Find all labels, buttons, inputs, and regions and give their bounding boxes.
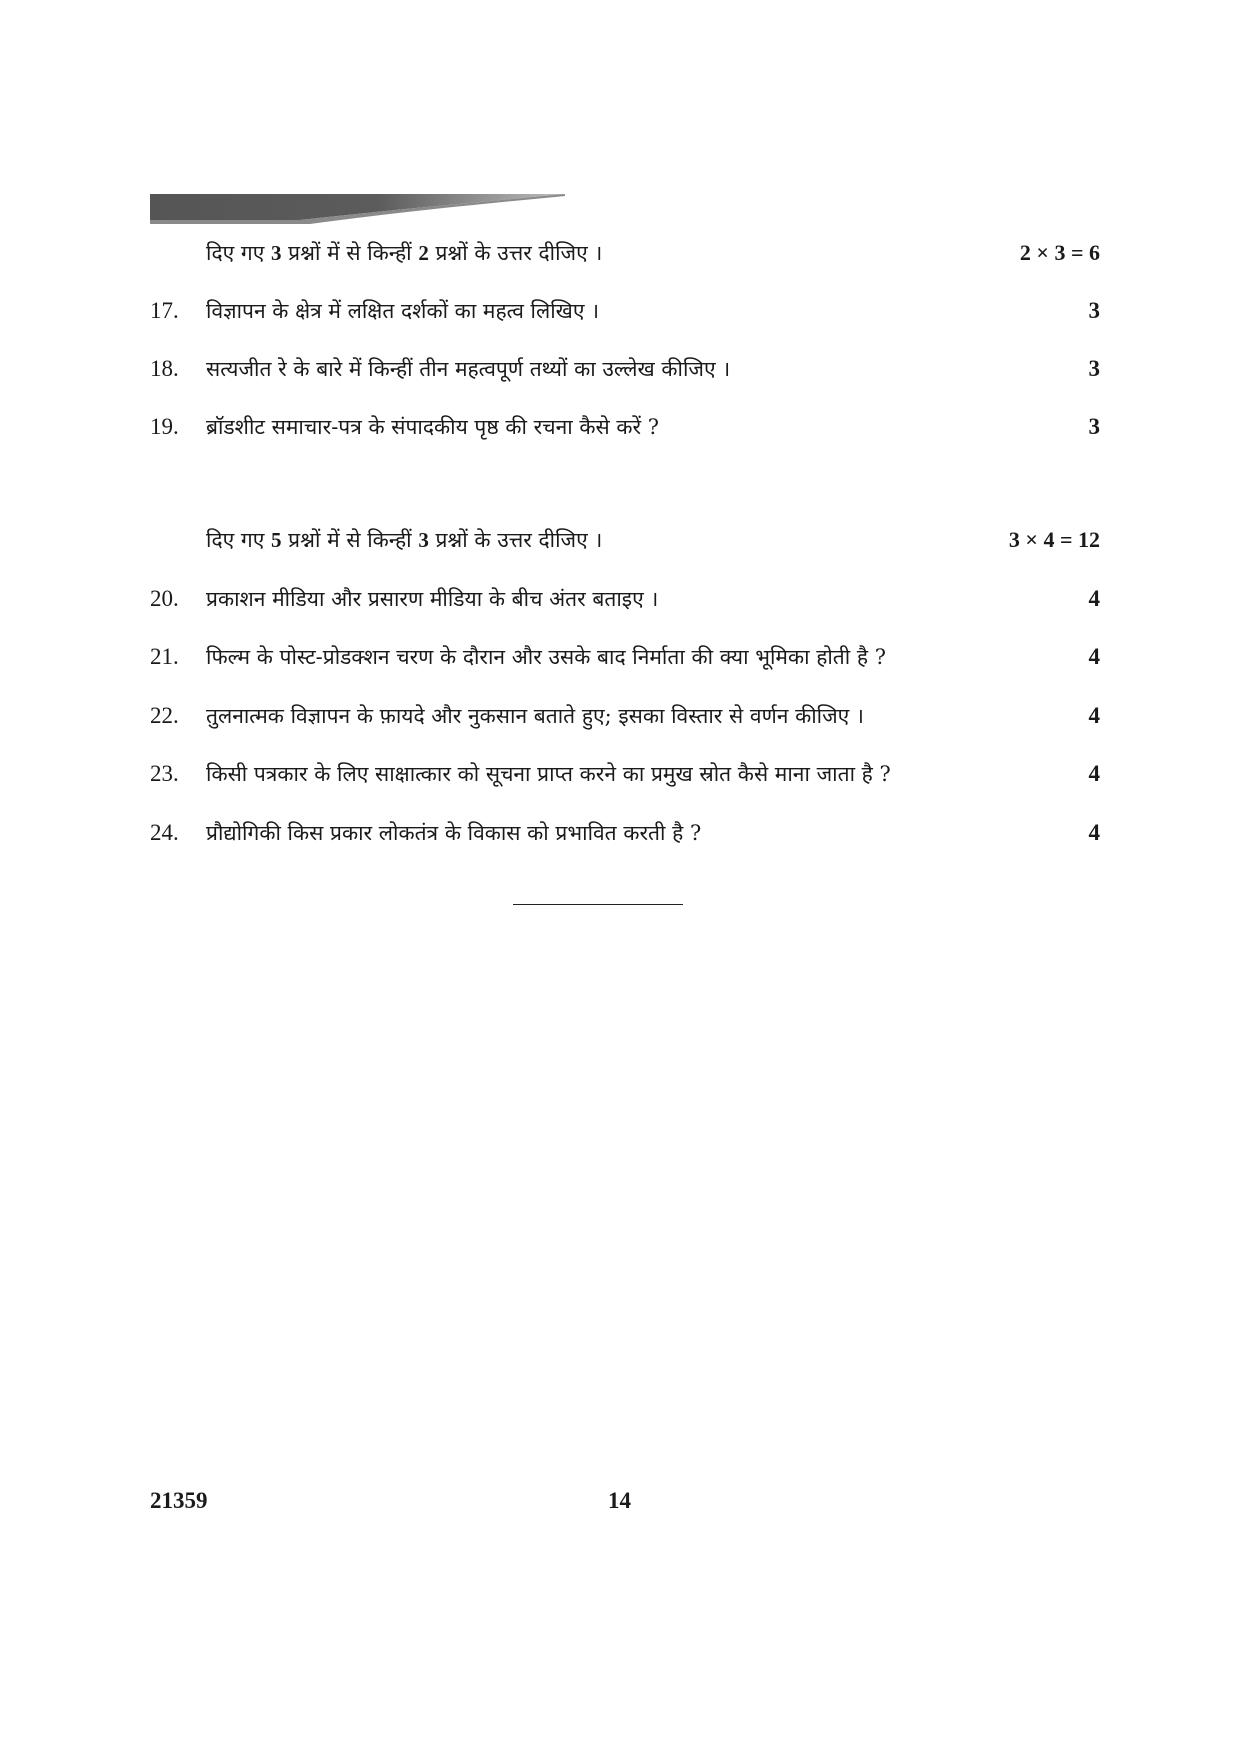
question-marks: 4 [1088, 586, 1100, 611]
question-text: सत्यजीत रे के बारे में किन्हीं तीन महत्वपूर्ण तथ्यों का उल्लेख कीजिए । [206, 357, 731, 381]
question-number: 19. [150, 414, 179, 439]
section-b-instruction-text: दिए गए 5 प्रश्नों में से किन्हीं 3 प्रश्नों के उत्तर दीजिए । [206, 528, 603, 552]
question-marks: 4 [1088, 820, 1100, 845]
question-text: तुलनात्मक विज्ञापन के फ़ायदे और नुकसान बताते हुए; इसका विस्तार से वर्णन कीजिए । [206, 704, 864, 728]
question-21 [150, 637, 1100, 677]
question-marks: 3 [1088, 414, 1100, 439]
question-number: 20. [150, 586, 179, 611]
question-text: ब्रॉडशीट समाचार-पत्र के संपादकीय पृष्ठ की रचना कैसे करें ? [206, 415, 659, 439]
question-text: विज्ञापन के क्षेत्र में लक्षित दर्शकों का महत्व लिखिए । [206, 299, 600, 323]
header-band [150, 188, 565, 224]
question-marks: 3 [1088, 298, 1100, 323]
question-19 [150, 407, 1100, 447]
section-b-instruction [150, 520, 1100, 560]
section-a-marks: 2 × 3 = 6 [1019, 240, 1100, 265]
question-number: 22. [150, 703, 179, 728]
question-24 [150, 813, 1100, 853]
section-a-instruction [150, 233, 1100, 273]
question-text: फिल्म के पोस्ट-प्रोडक्शन चरण के दौरान और उसके बाद निर्माता की क्या भूमिका होती है ? [206, 645, 886, 669]
question-text: प्रौद्योगिकी किस प्रकार लोकतंत्र के विकास को प्रभावित करती है ? [206, 821, 702, 845]
question-number: 23. [150, 761, 179, 786]
question-marks: 3 [1088, 356, 1100, 381]
section-b-marks: 3 × 4 = 12 [1008, 527, 1100, 552]
end-divider [513, 904, 683, 905]
question-17 [150, 291, 1100, 331]
question-number: 21. [150, 644, 179, 669]
question-marks: 4 [1088, 761, 1100, 786]
question-text: प्रकाशन मीडिया और प्रसारण मीडिया के बीच अंतर बताइए । [206, 587, 659, 611]
question-22 [150, 696, 1100, 736]
question-number: 24. [150, 820, 179, 845]
question-20 [150, 579, 1100, 619]
question-18 [150, 349, 1100, 389]
question-23 [150, 754, 1100, 794]
section-a-instruction-text: दिए गए 3 प्रश्नों में से किन्हीं 2 प्रश्नों के उत्तर दीजिए । [206, 241, 603, 265]
question-marks: 4 [1088, 703, 1100, 728]
question-marks: 4 [1088, 644, 1100, 669]
page-number: 14 [608, 1488, 631, 1513]
question-number: 18. [150, 356, 179, 381]
question-number: 17. [150, 298, 179, 323]
paper-code: 21359 [150, 1488, 208, 1513]
question-text: किसी पत्रकार के लिए साक्षात्कार को सूचना प्राप्त करने का प्रमुख स्रोत कैसे माना जाता है ? [206, 762, 891, 786]
